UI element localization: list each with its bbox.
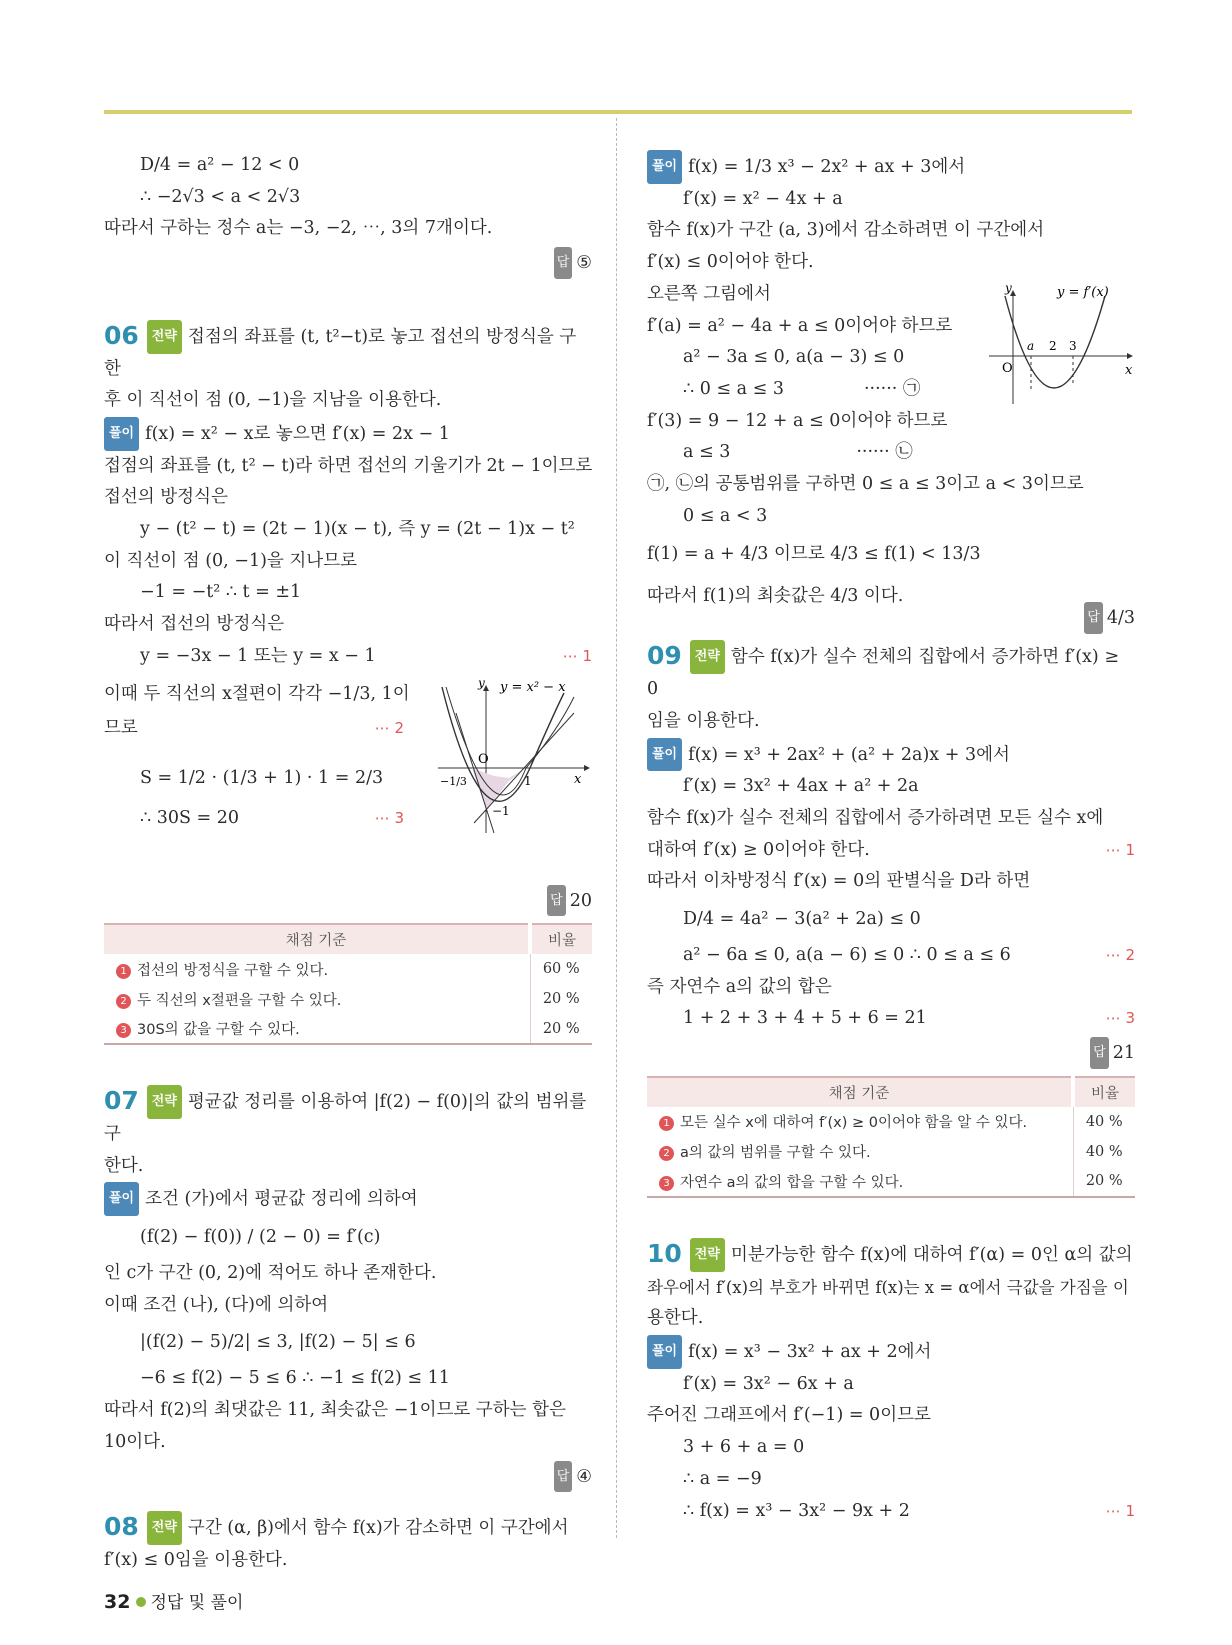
solution-line: 함수 f(x)가 구간 (a, 3)에서 감소하려면 이 구간에서 (647, 220, 1045, 241)
text-line: 따라서 구하는 정수 a는 −3, −2, ⋯, 3의 7개이다. (104, 218, 493, 239)
x-axis-label: x (574, 771, 582, 787)
rubric-text: 모든 실수 x에 대하여 f′(x) ≥ 0이어야 함을 알 수 있다. (680, 1115, 1028, 1132)
curve-label: y = f′(x) (1057, 285, 1109, 300)
tick-1: 1 (524, 773, 532, 788)
solution-line: 이때 조건 (나), (다)에 의하여 (104, 1294, 329, 1315)
solution-line: 따라서 이차방정식 f′(x) = 0의 판별식을 D라 하면 (647, 871, 1031, 892)
equation-mark: ······ ㉠ (863, 378, 921, 399)
strategy-text: 접점의 좌표를 (t, t²−t)로 놓고 접선의 방정식을 구한 (104, 326, 577, 379)
rubric-row (647, 1167, 1135, 1197)
solution-text: a ≤ 3 (683, 442, 731, 463)
solution-line (104, 641, 592, 673)
solution-text: 1 + 2 + 3 + 4 + 5 + 6 = 21 (683, 1008, 927, 1029)
solution-line: 3 + 6 + a = 0 (683, 1437, 805, 1458)
strategy-tag: 전략 (147, 1511, 182, 1545)
solution-line: f′(x) = x² − 4x + a (683, 188, 843, 209)
problem-06-head (104, 320, 592, 385)
answer-box (1084, 602, 1135, 635)
solution-line (140, 803, 404, 835)
rubric-text: 30S의 값을 구할 수 있다. (137, 1022, 300, 1039)
rubric-text: 자연수 a의 값의 합을 구할 수 있다. (680, 1174, 904, 1191)
step-badge: 1 (116, 964, 131, 979)
answer-tag: 답 (554, 1461, 573, 1493)
origin-label: O (1002, 361, 1013, 376)
solution-line: 따라서 f(2)의 최댓값은 11, 최솟값은 −1이므로 구하는 합은 (104, 1400, 566, 1421)
solution-line: 접선의 방정식은 (104, 487, 228, 508)
rubric-row (647, 1107, 1135, 1137)
rubric-row (647, 1137, 1135, 1167)
rubric-table (647, 1076, 1135, 1198)
solution-text: 므로 (104, 717, 138, 738)
strategy-tag: 전략 (147, 1085, 182, 1119)
solution-line: 인 c가 구간 (0, 2)에 적어도 하나 존재한다. (104, 1263, 437, 1284)
solution-line: 10이다. (104, 1431, 166, 1452)
solution-line (647, 1003, 1135, 1035)
solution-line: f′(a) = a² − 4a + a ≤ 0이어야 하므로 (647, 315, 953, 336)
step-mark-2: ⋯ 2 (1105, 946, 1135, 965)
rubric-ratio: 20 % (530, 984, 592, 1014)
rubric-header-label: 채점 기준 (104, 924, 530, 954)
strategy-text: f′(x) ≤ 0임을 이용한다. (104, 1549, 288, 1570)
solution-tag: 풀이 (647, 738, 682, 772)
tangent-graph (434, 673, 592, 838)
formula-line: D/4 = a² − 12 < 0 (140, 155, 300, 175)
rubric-ratio-header: 비율 (530, 924, 592, 954)
rubric-ratio: 40 % (1073, 1107, 1135, 1137)
step-badge: 3 (116, 1023, 131, 1038)
step-mark-1: ⋯ 1 (1105, 1501, 1135, 1520)
rubric-text: 두 직선의 x절편을 구할 수 있다. (137, 992, 342, 1009)
answer-box (104, 885, 592, 918)
problem-07-head (104, 1085, 592, 1150)
rubric-ratio-header: 비율 (1073, 1077, 1135, 1107)
answer-box (647, 1037, 1135, 1070)
step-badge: 1 (659, 1116, 674, 1131)
column-divider (616, 118, 617, 1538)
solution-line: 주어진 그래프에서 f′(−1) = 0이므로 (647, 1405, 931, 1426)
rubric-header-label: 채점 기준 (647, 1077, 1073, 1107)
solution-text: ∴ 30S = 20 (140, 807, 240, 828)
solution-line: 즉 자연수 a의 값의 합은 (647, 976, 832, 997)
x-axis-arrow (584, 765, 590, 771)
strategy-tag: 전략 (690, 640, 725, 674)
footer-label: 정답 및 풀이 (150, 1593, 244, 1613)
right-column (647, 150, 1135, 1527)
derivative-graph (987, 280, 1135, 408)
solution-line: f(x) = x² − x로 놓으면 f′(x) = 2x − 1 (145, 423, 450, 444)
solution-line: 조건 (가)에서 평균값 정리에 의하여 (145, 1189, 418, 1210)
solution-line: 이 직선이 점 (0, −1)을 지나므로 (104, 550, 358, 571)
solution-line: f′(3) = 9 − 12 + a ≤ 0이어야 하므로 (647, 410, 948, 431)
answer-tag: 답 (547, 885, 566, 917)
solution-text: a² − 6a ≤ 0, a(a − 6) ≤ 0 ∴ 0 ≤ a ≤ 6 (683, 945, 1011, 966)
solution-line: −1 = −t² ∴ t = ±1 (140, 582, 302, 603)
rubric-header (647, 1077, 1135, 1107)
solution-line: y − (t² − t) = (2t − 1)(x − t), 즉 y = (2t − 1)x − t² (140, 519, 575, 540)
solution-line: ∴ a = −9 (683, 1468, 762, 1489)
solution-text: 대하여 f′(x) ≥ 0이어야 한다. (647, 839, 870, 860)
step-badge: 2 (116, 994, 131, 1009)
strategy-text: 임을 이용한다. (647, 710, 760, 731)
step-mark-3: ⋯ 3 (1105, 1009, 1135, 1028)
solution-line: f′(x) = 3x² + 4ax + a² + 2a (683, 776, 919, 797)
solution-line: 0 ≤ a < 3 (683, 505, 768, 526)
strategy-text: 후 이 직선이 점 (0, −1)을 지남을 이용한다. (104, 390, 442, 411)
rubric-ratio: 20 % (1073, 1167, 1135, 1197)
solution-line (647, 940, 1135, 972)
solution-line: 따라서 f(1)의 최솟값은 4/3 이다. (647, 586, 904, 607)
origin-label: O (478, 751, 489, 767)
step-mark-1: ⋯ 1 (1105, 840, 1135, 859)
solution-line: f′(x) = 3x² − 6x + a (683, 1373, 854, 1394)
tick-a: a (1027, 339, 1035, 353)
strategy-text: 구간 (α, β)에서 함수 f(x)가 감소하면 이 구간에서 (187, 1518, 569, 1539)
step-mark-2: ⋯ 2 (374, 718, 404, 737)
header-rule (104, 110, 1132, 114)
strategy-text: 용한다. (647, 1308, 704, 1329)
solution-line (104, 713, 404, 745)
tick-2: 2 (1049, 339, 1057, 353)
tick-y: −1 (492, 803, 510, 818)
answer-box (104, 247, 592, 280)
solution-line: S = 1/2 · (1/3 + 1) · 1 = 2/3 (140, 767, 384, 788)
problem-number: 10 (647, 1238, 682, 1268)
problem-08-head (104, 1511, 592, 1545)
tangent-line-1 (456, 713, 494, 833)
x-axis-label: x (1125, 363, 1133, 378)
problem-number: 09 (647, 641, 682, 671)
rubric-ratio: 60 % (530, 954, 592, 984)
problem-number: 06 (104, 320, 139, 350)
answer-tag: 답 (554, 247, 573, 279)
solution-line: 오른쪽 그림에서 (647, 283, 771, 304)
strategy-text: 한다. (104, 1155, 144, 1176)
solution-line: 따라서 접선의 방정식은 (104, 614, 285, 635)
answer-tag: 답 (1090, 1037, 1109, 1069)
strategy-tag: 전략 (690, 1238, 725, 1272)
answer-tag: 답 (1084, 602, 1103, 634)
solution-line: D/4 = 4a² − 3(a² + 2a) ≤ 0 (683, 909, 921, 930)
rubric-text: a의 값의 범위를 구할 수 있다. (680, 1145, 871, 1162)
solution-text: y = −3x − 1 또는 y = x − 1 (140, 645, 376, 666)
formula-line: ∴ −2√3 < a < 2√3 (140, 186, 301, 207)
rubric-ratio: 20 % (530, 1014, 592, 1044)
step-badge: 2 (659, 1146, 674, 1161)
footer-dot-icon (136, 1597, 146, 1607)
tick-neg: −1/3 (440, 774, 467, 788)
solution-line: ㉠, ㉡의 공통범위를 구하면 0 ≤ a ≤ 3이고 a < 3이므로 (647, 474, 1084, 495)
solution-text: ∴ f(x) = x³ − 3x² − 9x + 2 (683, 1500, 910, 1521)
rubric-text: 접선의 방정식을 구할 수 있다. (137, 962, 329, 979)
rubric-row (104, 984, 592, 1014)
answer-value: ④ (576, 1466, 592, 1487)
p08-solution (647, 150, 1135, 628)
page-footer (104, 1588, 243, 1613)
strategy-text: 미분가능한 함수 f(x)에 대하여 f′(α) = 0인 α의 값의 (730, 1244, 1133, 1265)
solution-line: −6 ≤ f(2) − 5 ≤ 6 ∴ −1 ≤ f(2) ≤ 11 (140, 1368, 450, 1389)
solution-text: ∴ 0 ≤ a ≤ 3 (683, 378, 784, 399)
left-column (104, 150, 592, 1577)
answer-value: 21 (1112, 1043, 1135, 1064)
solution-tag: 풀이 (104, 1182, 139, 1216)
problem-10-head (647, 1238, 1135, 1272)
tick-3: 3 (1069, 339, 1077, 353)
page-number: 32 (104, 1591, 131, 1613)
solution-line: 함수 f(x)가 실수 전체의 집합에서 증가하려면 모든 실수 x에 (647, 807, 1104, 828)
problem-number: 07 (104, 1086, 139, 1116)
rubric-table (104, 923, 592, 1045)
solution-line: 접점의 좌표를 (t, t² − t)라 하면 접선의 기울기가 2t − 1이므로 (104, 455, 593, 476)
solution-tag: 풀이 (647, 1335, 682, 1369)
solution-line: f(1) = a + 4/3 이므로 4/3 ≤ f(1) < 13/3 (647, 544, 981, 565)
step-mark-1: ⋯ 1 (562, 646, 592, 665)
step-mark-3: ⋯ 3 (374, 808, 404, 827)
equation-mark: ······ ㉡ (856, 442, 913, 463)
rubric-header (104, 924, 592, 954)
y-axis-label: y (478, 675, 485, 690)
solution-line: f(x) = x³ − 3x² + ax + 2에서 (688, 1341, 932, 1362)
strategy-text: 함수 f(x)가 실수 전체의 집합에서 증가하면 f′(x) ≥ 0 (647, 647, 1119, 700)
answer-value: 20 (569, 890, 592, 911)
answer-value: ⑤ (576, 253, 592, 274)
rubric-ratio: 40 % (1073, 1137, 1135, 1167)
answer-value: 4/3 (1106, 608, 1135, 628)
answer-box (104, 1461, 592, 1494)
solution-line (647, 835, 1135, 867)
solution-line (647, 1496, 1135, 1528)
solution-line: 이때 두 직선의 x절편이 각각 −1/3, 1이 (104, 683, 410, 704)
x-axis-arrow (1127, 353, 1133, 359)
problem-number: 08 (104, 1512, 139, 1542)
solution-line: f(x) = x³ + 2ax² + (a² + 2a)x + 3에서 (688, 744, 1010, 765)
solution-line: (f(2) − f(0)) / (2 − 0) = f′(c) (140, 1227, 381, 1248)
rubric-row (104, 954, 592, 984)
rubric-row (104, 1014, 592, 1044)
curve-label: y = x² − x (500, 679, 566, 695)
graph-block (104, 673, 592, 883)
strategy-tag: 전략 (147, 320, 182, 354)
solution-tag: 풀이 (104, 417, 139, 451)
strategy-text: 평균값 정리를 이용하여 |f(2) − f(0)|의 값의 범위를 구 (104, 1092, 587, 1144)
problem-09-head (647, 640, 1135, 705)
solution-line: |(f(2) − 5)/2| ≤ 3, |f(2) − 5| ≤ 6 (140, 1332, 416, 1353)
solution-line: f(x) = 1/3 x³ − 2x² + ax + 3에서 (688, 157, 966, 177)
y-axis-label: y (1005, 281, 1012, 295)
strategy-text: 좌우에서 f′(x)의 부호가 바뀌면 f(x)는 x = α에서 극값을 가짐을 이 (647, 1277, 1129, 1297)
solution-line: f′(x) ≤ 0이어야 한다. (647, 252, 814, 273)
solution-tag: 풀이 (647, 150, 682, 184)
step-badge: 3 (659, 1176, 674, 1191)
solution-line (647, 437, 1135, 469)
solution-line: a² − 3a ≤ 0, a(a − 3) ≤ 0 (683, 347, 905, 368)
